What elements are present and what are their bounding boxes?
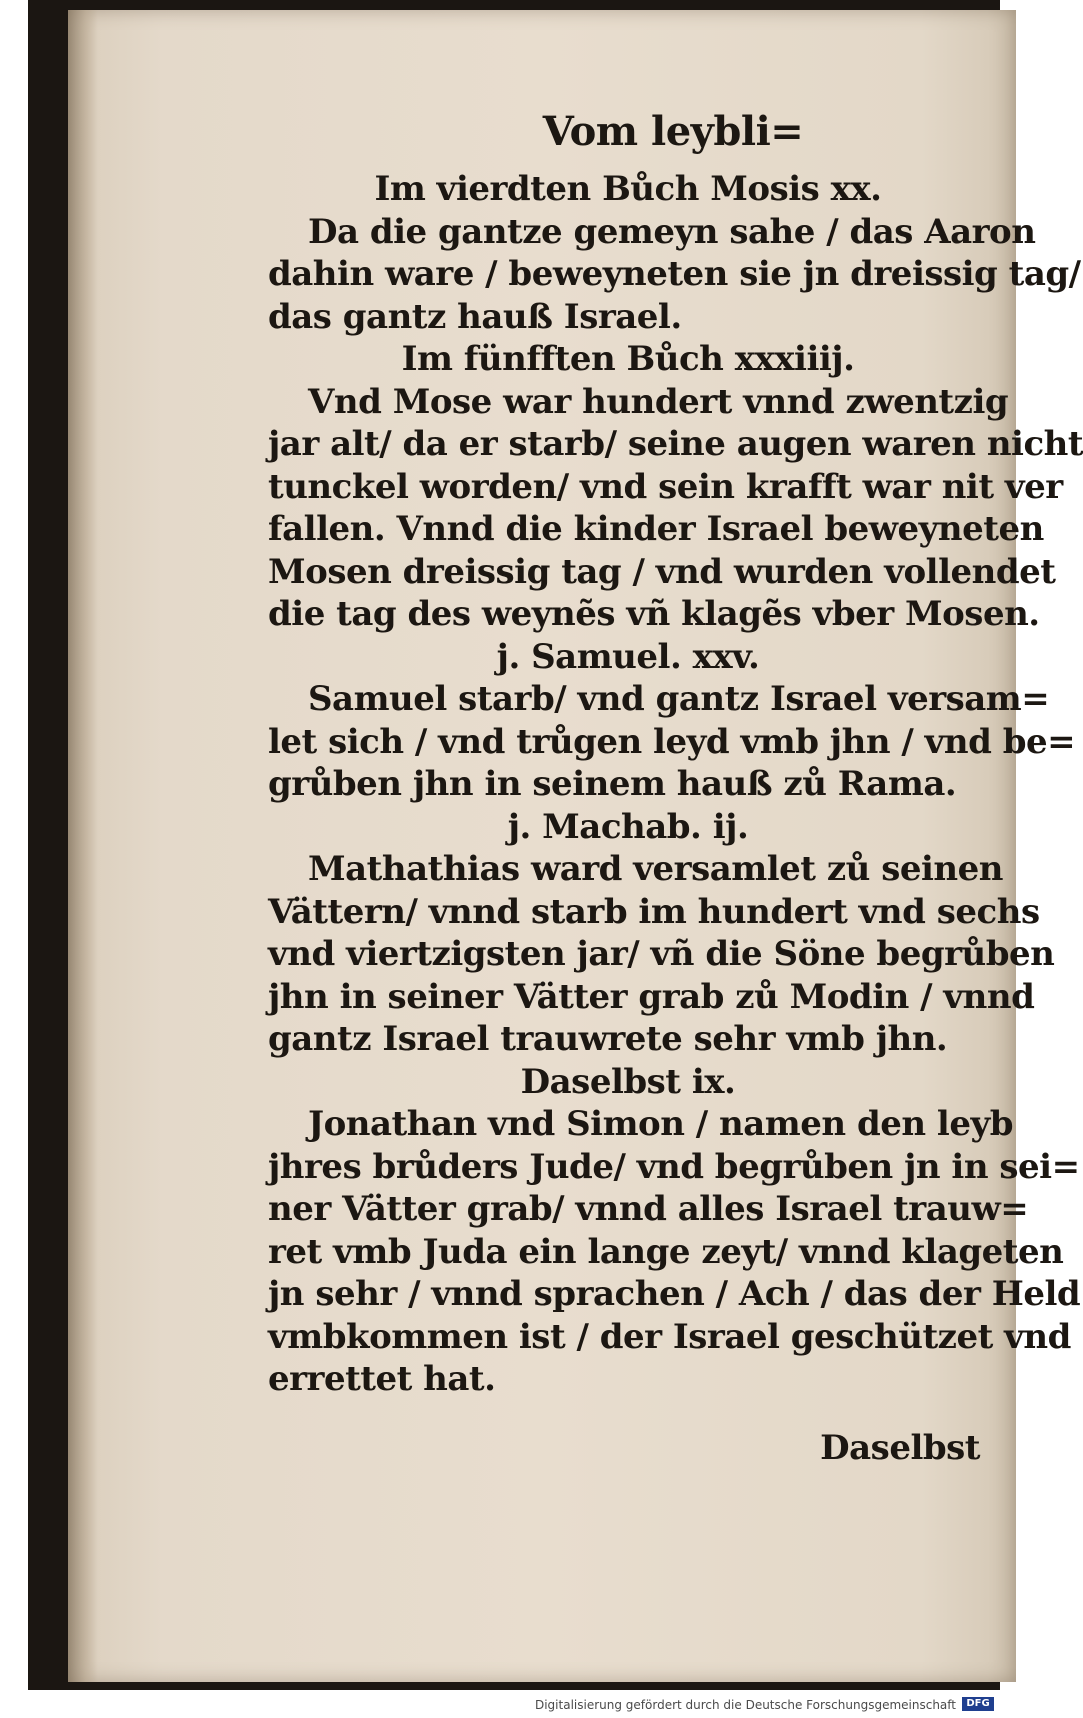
text-line: vmbkommen ist / der Israel geschützet vnd xyxy=(268,1316,1071,1357)
catchword: Daselbst xyxy=(820,1427,980,1468)
text-line: Da die gantze gemeyn sahe / das Aaron xyxy=(308,211,1036,252)
text-line: jn sehr / vnnd sprachen / Ach / das der Held xyxy=(268,1274,1081,1314)
running-head: Vom leybli= xyxy=(542,108,804,155)
text-line: errettet hat. xyxy=(268,1359,496,1399)
text-line: jhres brůders Jude/ vnd begrůben jn in sei= xyxy=(268,1146,1080,1187)
text-line: fallen. Vnnd die kinder Israel beweyneten xyxy=(268,509,1044,549)
text-line: Vättern/ vnnd starb im hundert vnd sechs xyxy=(268,891,1040,932)
book-page xyxy=(68,10,1083,1682)
page-gutter xyxy=(68,10,98,1682)
text-line: ner Vätter grab/ vnnd alles Israel trauw= xyxy=(268,1189,1029,1229)
scan-frame xyxy=(28,0,1083,1690)
section-heading: Im fünfften Bůch xxxiiij. xyxy=(401,339,855,379)
text-line: dahin ware / beweyneten sie jn dreissig tag/ xyxy=(268,254,1081,294)
text-line: ret vmb Juda ein lange zeyt/ vnnd klageten xyxy=(268,1231,1064,1272)
text-line: gantz Israel trauwrete sehr vmb jhn. xyxy=(268,1019,948,1059)
page-text-block xyxy=(268,102,1083,1469)
credit-text: Digitalisierung gefördert durch die Deutsche Forschungsgemeinschaft xyxy=(534,1698,956,1712)
text-line: die tag des weynẽs vñ klagẽs vber Mosen. xyxy=(268,594,1040,634)
text-line: Vnd Mose war hundert vnnd zwentzig xyxy=(308,381,1009,422)
section-heading: j. Machab. ij. xyxy=(507,806,749,847)
text-line: Mosen dreissig tag / vnd wurden vollendet xyxy=(268,551,1056,592)
text-line: das gantz hauß Israel. xyxy=(268,296,682,337)
text-line: Mathathias ward versamlet zů seinen xyxy=(308,849,1003,889)
text-line: grůben jhn in seinem hauß zů Rama. xyxy=(268,764,957,804)
text-line: tunckel worden/ vnd sein krafft war nit ver xyxy=(268,466,1063,507)
text-lines xyxy=(268,168,1083,1401)
credit-bar xyxy=(0,1690,1000,1718)
section-heading: j. Samuel. xxv. xyxy=(496,636,760,677)
text-line: Jonathan vnd Simon / namen den leyb xyxy=(308,1104,1013,1144)
text-line: Samuel starb/ vnd gantz Israel versam= xyxy=(308,679,1050,719)
text-line: jar alt/ da er starb/ seine augen waren nicht xyxy=(268,424,1083,464)
text-line: vnd viertzigsten jar/ vñ die Söne begrůben xyxy=(268,934,1055,974)
text-line: jhn in seiner Vätter grab zů Modin / vnnd xyxy=(268,976,1035,1017)
text-line: let sich / vnd trůgen leyd vmb jhn / vnd be= xyxy=(268,721,1076,762)
section-heading: Im vierdten Bůch Mosis xx. xyxy=(374,169,882,209)
dfg-logo: DFG xyxy=(962,1697,994,1711)
section-heading: Daselbst ix. xyxy=(520,1061,736,1102)
